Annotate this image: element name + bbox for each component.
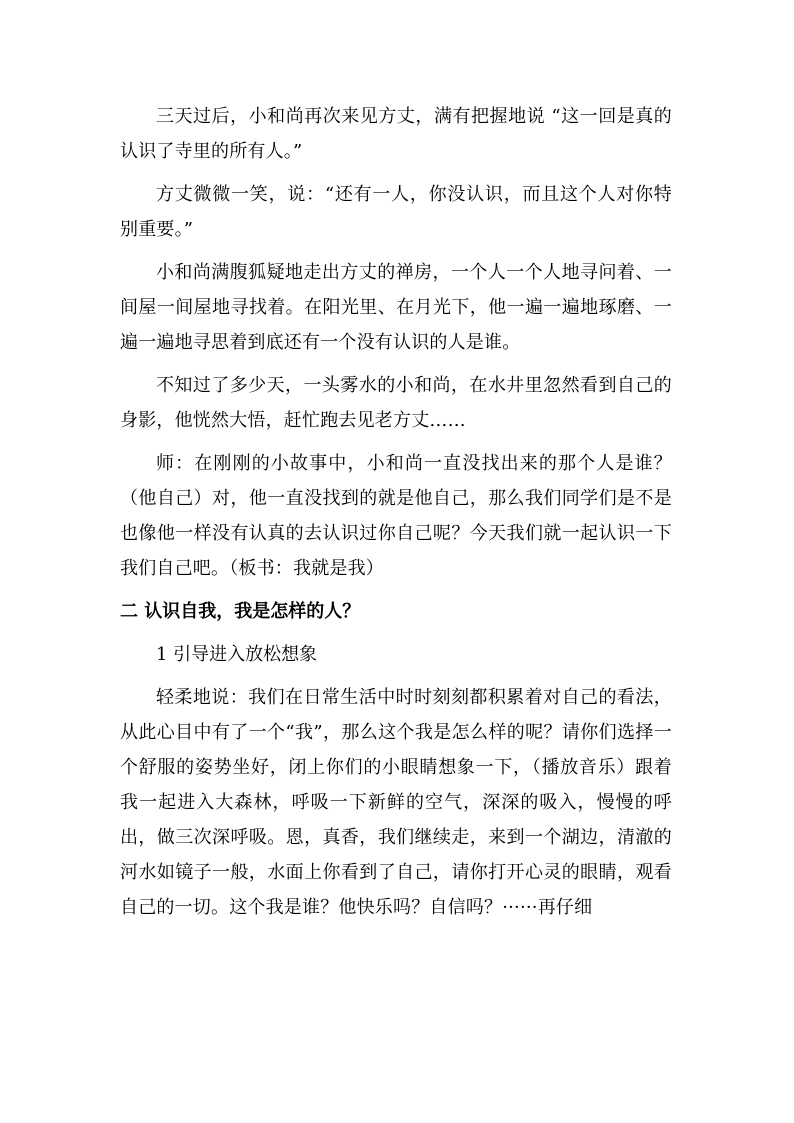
paragraph-1: 三天过后，小和尚再次来见方丈，满有把握地说 “这一回是真的认识了寺里的所有人。” — [120, 106, 672, 162]
sub-heading: 1 引导进入放松想象 — [156, 644, 318, 665]
paragraph-2: 方丈微微一笑，说：“还有一人，你没认识，而且这个人对你特别重要。” — [120, 184, 672, 240]
paragraph-6: 轻柔地说：我们在日常生活中时时刻刻都积累着对自己的看法，从此心目中有了一个“我”，那么这个我是怎么样的呢？请你们选择一个舒服的姿势坐好，闭上你们的小眼睛想象一下，（播放音乐）跟着我一起进入大森林，呼吸一下新鲜的空气，深深的吸入，慢慢的呼出，做三次深呼吸。恩，真香，我们继续走，来到一个湖边，清澈的河水如镜子一般，水面上你看到了自己，请你打开心灵的眼睛，观看自己的一切。这个我是谁？他快乐吗？自信吗？······再仔细 — [120, 687, 672, 918]
paragraph-4: 不知过了多少天，一头雾水的小和尚，在水井里忽然看到自己的身影，他恍然大悟，赶忙跑去见老方丈…… — [120, 375, 672, 431]
paragraph-3: 小和尚满腹狐疑地走出方丈的禅房，一个人一个人地寻问着、一间屋一间屋地寻找着。在阳光里、在月光下，他一遍一遍地琢磨、一遍一遍地寻思着到底还有一个没有认识的人是谁。 — [120, 262, 672, 353]
section-heading: 二 认识自我，我是怎样的人？ — [120, 601, 361, 622]
paragraph-5: 师：在刚刚的小故事中，小和尚一直没找出来的那个人是谁？（他自己）对，他一直没找到的就是他自己，那么我们同学们是不是也像他一样没有认真的去认识过你自己呢？今天我们就一起认识一下我们自己吧。（板书：我就是我） — [120, 453, 672, 579]
document-body — [120, 99, 672, 933]
